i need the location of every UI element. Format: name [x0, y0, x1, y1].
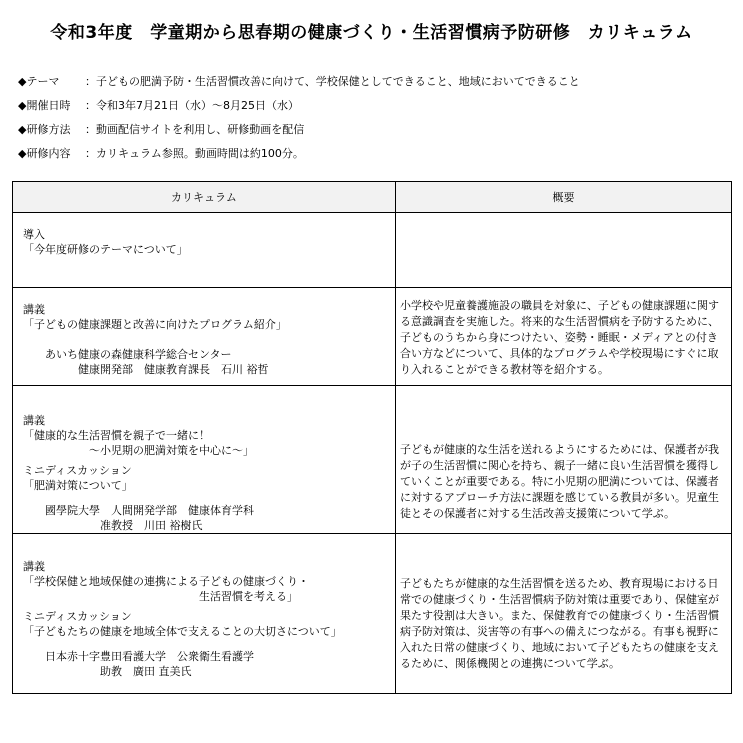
- summary-cell: 小学校や児童養護施設の職員を対象に、子どもの健康課題に関する意識調査を実施した。将来的な生活習慣病を予防するために、子どものうちから身につけたい、姿勢・睡眠・メディアとの付き合い方などについて、具体的なプログラムや学校現場にすぐに取り入れることができる教材等を紹介する。: [396, 288, 732, 386]
- session-topic: 「今年度研修のテーマについて」: [23, 243, 188, 256]
- info-value: ：子どもの肥満予防・生活習慣改善に向けて、学校保健としてできること、地域においてできること: [85, 75, 580, 88]
- info-value: ：カリキュラム参照。動画時間は約100分。: [85, 147, 304, 160]
- info-value: ：動画配信サイトを利用し、研修動画を配信: [85, 123, 305, 136]
- document-title: 令和3年度 学童期から思春期の健康づくり・生活習慣病予防研修 カリキュラム: [50, 23, 693, 43]
- table-row: [13, 288, 732, 386]
- info-label: ◆テーマ: [18, 75, 60, 88]
- curriculum-cell: [13, 386, 396, 534]
- summary-cell: 子どもが健康的な生活を送れるようにするためには、保護者が我が子の生活習慣に関心を持ち、親子一緒に良い生活習慣を獲得していくことが重要である。特に小児期の肥満については、保護者に対するアプローチ方法に課題を感じている教員が多い。児童生徒とその保護者に対する生活改善支援策について学ぶ。: [396, 386, 732, 534]
- curriculum-cell: [13, 213, 396, 288]
- session-type: 講義: [23, 560, 45, 573]
- info-label: ◆研修内容: [18, 147, 71, 160]
- session-topic: 「子どもたちの健康を地域全体で支えることの大切さについて」: [23, 625, 342, 638]
- info-label: ◆研修方法: [18, 123, 71, 136]
- session-type: ミニディスカッション: [23, 610, 132, 623]
- info-method: [18, 118, 580, 142]
- speaker: 國學院大學 人間開発学部 健康体育学科 准教授 川田 裕樹氏: [44, 504, 254, 532]
- session-topic: 「健康的な生活習慣を親子で一緒に！ ～小児期の肥満対策を中心に～」: [23, 429, 254, 457]
- info-list: [18, 70, 580, 166]
- info-datetime: [18, 94, 580, 118]
- session-type: ミニディスカッション: [23, 464, 132, 477]
- speaker: あいち健康の森健康科学総合センター 健康開発部 健康教育課長 石川 裕哲: [44, 348, 269, 376]
- session-topic: 「子どもの健康課題と改善に向けたプログラム紹介」: [23, 318, 287, 331]
- table-row: [13, 386, 732, 534]
- table-header-row: [13, 182, 732, 213]
- session-type: 講義: [23, 303, 45, 316]
- table-row: [13, 534, 732, 694]
- info-label: ◆開催日時: [18, 99, 71, 112]
- curriculum-table: [12, 181, 732, 694]
- header-summary: 概要: [396, 182, 732, 213]
- summary-cell: 子どもたちが健康的な生活習慣を送るため、教育現場における日常での健康づくり・生活習慣病予防対策は重要であり、保健室が果たす役割は大きい。また、保健教育での健康づくり・生活習慣病予防対策は、災害等の有事への備えにつながる。有事も視野に入れた日常の健康づくり、地域において子どもたちの健康を支えるために、関係機関との連携について学ぶ。: [396, 534, 732, 694]
- info-value: ：令和3年7月21日（水）～8月25日（水）: [85, 99, 299, 112]
- info-content: [18, 142, 580, 166]
- session-type: 導入: [23, 228, 45, 241]
- curriculum-cell: [13, 534, 396, 694]
- session-topic: 「学校保健と地域保健の連携による子どもの健康づくり・ 生活習慣を考える」: [23, 575, 309, 603]
- table-row: [13, 213, 732, 288]
- header-curriculum: カリキュラム: [13, 182, 396, 213]
- curriculum-cell: [13, 288, 396, 386]
- session-topic: 「肥満対策について」: [23, 479, 133, 492]
- speaker: 日本赤十字豊田看護大学 公衆衛生看護学 助教 廣田 直美氏: [44, 650, 254, 678]
- session-type: 講義: [23, 414, 45, 427]
- summary-cell: [396, 213, 732, 288]
- info-theme: [18, 70, 580, 94]
